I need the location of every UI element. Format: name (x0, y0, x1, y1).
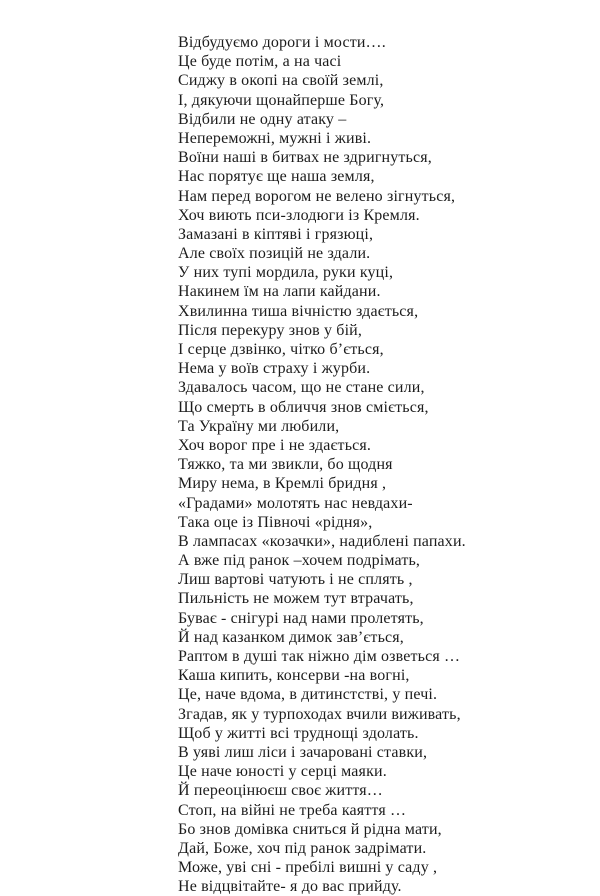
poem-line: Що смерть в обличчя знов сміється, (178, 398, 429, 416)
poem-line: В лампасах «козачки», надиблені папахи. (178, 532, 466, 550)
poem-line: Накинем їм на лапи кайдани. (178, 283, 381, 301)
poem-line: Здавалось часом, що не стане сили, (178, 379, 425, 397)
poem-line: Дай, Боже, хоч під ранок задрімати. (178, 839, 427, 857)
poem-line: Тяжко, та ми звикли, бо щодня (178, 456, 393, 474)
poem-line: Лиш вартові чатують і не сплять , (178, 571, 413, 589)
poem-line: Сиджу в окопі на своїй землі, (178, 72, 384, 90)
poem-line: Відбили не одну атаку – (178, 110, 347, 128)
poem-line: У них тупі мордила, руки куці, (178, 264, 394, 282)
poem-line: Та Україну ми любили, (178, 417, 340, 435)
poem-line: Замазані в кіптяві і грязюці, (178, 225, 374, 243)
poem-line: Не відцвітайте- я до вас прийду. (178, 878, 402, 896)
poem-line: Нема у воїв страху і журби. (178, 360, 371, 378)
poem-line: Хоч виють пси-злодюги із Кремля. (178, 206, 420, 224)
poem-line: Бо знов домівка сниться й рідна мати, (178, 820, 442, 838)
poem-text (178, 33, 466, 896)
poem-line: А вже під ранок –хочем подрімать, (178, 552, 421, 570)
poem-line: Така оце із Півночі «рідня», (178, 513, 373, 531)
poem-line: В уяві лиш ліси і зачаровані ставки, (178, 743, 428, 761)
poem-line: Й над казанком димок зав’ється, (178, 628, 404, 646)
poem-line: «Градами» молотять нас невдахи- (178, 494, 413, 512)
poem-line: Непереможні, мужні і живі. (178, 129, 372, 147)
poem-line: Це наче юності у серці маяки. (178, 763, 387, 781)
poem-line: Миру нема, в Кремлі бридня , (178, 475, 387, 493)
poem-line: Каша кипить, консерви -на вогні, (178, 667, 410, 685)
poem-line: І, дякуючи щонайперше Богу, (178, 91, 385, 109)
poem-line: Це, наче вдома, в дитинстстві, у печі. (178, 686, 438, 704)
poem-line: Раптом в душі так ніжно дім озветься … (178, 648, 461, 665)
poem-line: Стоп, на війні не треба каяття … (178, 801, 407, 819)
poem-line: Нам перед ворогом не велено зігнуться, (178, 187, 456, 205)
poem-line: І серце дзвінко, чітко б’ється, (178, 341, 384, 358)
poem-line: Може, уві сні - пребілі вишні у саду , (178, 859, 438, 877)
poem-line: Після перекуру знов у бій, (178, 321, 363, 339)
poem-line: Згадав, як у турпоходах вчили виживать, (178, 705, 461, 723)
poem-line: Нас порятує ще наша земля, (178, 168, 375, 186)
poem-line: Але своїх позицій не здали. (178, 245, 371, 263)
poem-line: Хоч ворог пре і не здається. (178, 436, 372, 454)
poem-line: Й переоцінюєш своє життя… (178, 782, 383, 800)
poem-line: Хвилинна тиша вічністю здається, (178, 302, 419, 320)
poem-line: Пильність не можем тут втрачать, (178, 590, 414, 608)
poem-line: Щоб у житті всі труднощі здолать. (178, 724, 419, 742)
poem-line: Відбудуємо дороги і мости…. (178, 34, 386, 51)
poem-line: Воїни наші в битвах не здригнуться, (178, 149, 432, 167)
poem-line: Буває - снігурі над нами пролетять, (178, 609, 424, 627)
poem-line: Це буде потім, а на часі (178, 53, 342, 71)
